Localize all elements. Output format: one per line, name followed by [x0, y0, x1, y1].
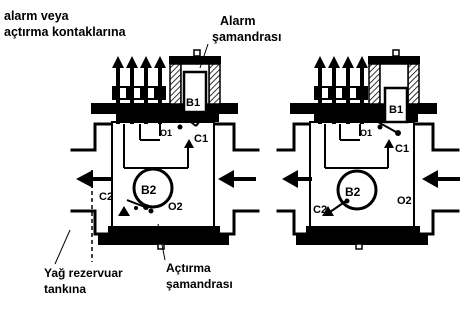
label-c1-left: C1: [194, 133, 209, 145]
label-o1-left: O1: [160, 128, 173, 138]
flow-arrow-right-2: [422, 170, 460, 188]
label-c1-right: C1: [395, 143, 410, 155]
label-alarm-float-line2: şamandrası: [212, 30, 282, 44]
label-alarm-float-line1: Alarm: [220, 14, 256, 28]
label-o2-right: O2: [397, 195, 412, 207]
relay-right: [278, 50, 458, 249]
flow-arrow-right-1: [282, 170, 312, 188]
label-o2-left: O2: [168, 201, 183, 213]
flow-arrow-left-2: [218, 170, 256, 188]
label-contacts-line1: alarm veya: [4, 9, 69, 23]
relay-left: [55, 44, 258, 264]
label-c2-left: C2: [99, 191, 114, 203]
label-b1-left: B1: [186, 97, 201, 109]
label-oil-tank-line1: Yağ rezervuar: [44, 266, 123, 280]
label-o1-right: O1: [360, 128, 373, 138]
label-c2-right: C2: [313, 204, 328, 216]
flow-arrow-left-1: [76, 170, 112, 188]
label-b1-right: B1: [389, 104, 404, 116]
label-trip-float-line2: şamandrası: [166, 277, 233, 291]
label-b2-left: B2: [141, 183, 157, 197]
label-contacts-line2: açtırma kontaklarına: [4, 25, 126, 39]
label-trip-float-line1: Açtırma: [166, 261, 211, 275]
label-oil-tank-line2: tankına: [44, 282, 87, 296]
label-b2-right: B2: [345, 185, 361, 199]
